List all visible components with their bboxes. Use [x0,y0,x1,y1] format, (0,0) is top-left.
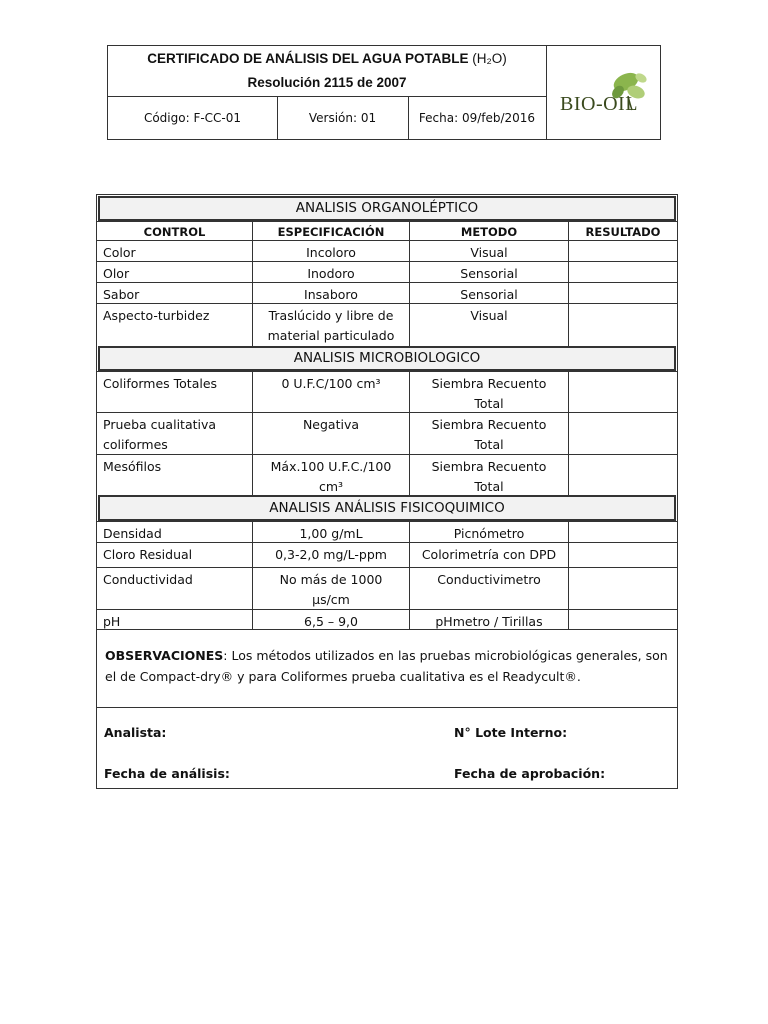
table-row [97,282,677,304]
row-control: Densidad [97,522,253,543]
row-metodo: Sensorial [410,262,569,283]
observations-label: OBSERVACIONES [105,648,224,663]
row-resultado [569,610,677,630]
row-metodo: Siembra Recuento Total [410,413,569,455]
row-metodo: Conductivimetro [410,568,569,610]
table-row [97,521,677,543]
fecha-aprobacion-label: Fecha de aprobación: [454,766,606,781]
title-formula: (H₂O) [472,51,507,66]
row-control: pH [97,610,253,630]
row-resultado [569,283,677,304]
header-title-block [108,46,546,97]
header-info [108,46,547,139]
row-metodo: Visual [410,304,569,347]
analista-label: Analista: [104,725,167,740]
version-field: Versión: 01 [277,97,409,139]
row-control: Conductividad [97,568,253,610]
logo-text: BIO-OIL [560,93,638,115]
row-control: Olor [97,262,253,283]
row-metodo: Sensorial [410,283,569,304]
row-control: Color [97,241,253,262]
fecha-analisis-label: Fecha de análisis: [104,766,230,781]
col-control: CONTROL [97,222,253,241]
row-control: Aspecto-turbidez [97,304,253,347]
row-control: Prueba cualitativa coliformes [97,413,253,455]
col-especificacion: ESPECIFICACIÓN [253,222,410,241]
table-row [97,609,677,630]
observations-block [97,629,677,707]
row-resultado [569,522,677,543]
row-metodo: pHmetro / Tirillas [410,610,569,630]
row-resultado [569,413,677,455]
row-especificacion: Negativa [253,413,410,455]
row-especificacion: Inodoro [253,262,410,283]
row-metodo: Colorimetría con DPD [410,543,569,568]
table-row [97,240,677,262]
table-row [97,261,677,283]
row-resultado [569,455,677,496]
row-control: Sabor [97,283,253,304]
section-microbiologico-header: ANALISIS MICROBIOLOGICO [98,346,676,371]
row-resultado [569,543,677,568]
analysis-table [96,194,678,789]
company-logo [546,46,660,139]
row-resultado [569,262,677,283]
row-especificacion: 6,5 – 9,0 [253,610,410,630]
row-control: Mesófilos [97,455,253,496]
row-especificacion: No más de 1000 μs/cm [253,568,410,610]
section-fisicoquimico-header: ANALISIS ANÁLISIS FISICOQUIMICO [98,495,676,521]
row-control: Cloro Residual [97,543,253,568]
lote-interno-label: N° Lote Interno: [454,725,568,740]
row-resultado [569,568,677,610]
col-resultado: RESULTADO [585,225,661,239]
document-title [108,51,546,66]
document-header [107,45,661,140]
row-metodo: Picnómetro [410,522,569,543]
title-text: CERTIFICADO DE ANÁLISIS DEL AGUA POTABLE [147,51,469,66]
observations-text: : Los métodos utilizados en las pruebas microbiológicas generales, son el de Compact-dry® y para Coliformes prueba cualitativa es el Readycult®. [105,648,668,684]
row-resultado [569,372,677,413]
fecha-field: Fecha: 09/feb/2016 [418,111,536,125]
row-resultado [569,304,677,347]
table-row [97,303,677,347]
row-control: Coliformes Totales [97,372,253,413]
row-especificacion: 0 U.F.C/100 cm³ [253,372,410,413]
table-row [97,412,677,455]
column-header-row [97,221,677,241]
row-especificacion: 0,3-2,0 mg/L-ppm [253,543,410,568]
row-especificacion: Insaboro [253,283,410,304]
row-especificacion: Incoloro [253,241,410,262]
row-metodo: Visual [410,241,569,262]
row-especificacion: Traslúcido y libre de material particulado [253,304,410,347]
table-row [97,567,677,610]
row-metodo: Siembra Recuento Total [410,372,569,413]
row-especificacion: 1,00 g/mL [253,522,410,543]
signature-block [97,707,677,790]
table-row [97,454,677,496]
table-row [97,542,677,568]
codigo-field: Código: F-CC-01 [108,97,278,139]
row-resultado [569,241,677,262]
col-metodo: METODO [410,222,569,241]
header-meta [108,97,546,139]
section-organoleptico-header: ANALISIS ORGANOLÉPTICO [98,196,676,221]
table-row [97,371,677,413]
row-especificacion: Máx.100 U.F.C./100 cm³ [253,455,410,496]
row-metodo: Siembra Recuento Total [410,455,569,496]
document-subtitle: Resolución 2115 de 2007 [247,75,407,90]
